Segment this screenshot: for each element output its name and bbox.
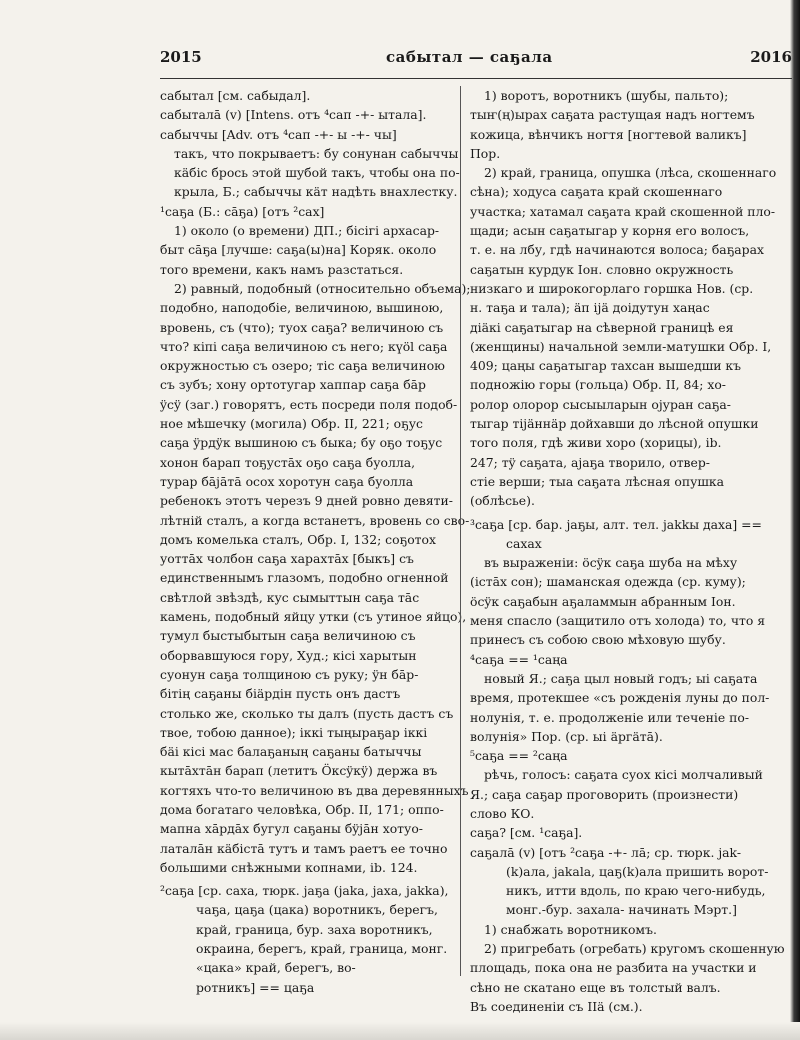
right-column-entries-a [470, 86, 788, 511]
text-line: діäкі саҕатыгар на сѣверной границѣ ея [470, 319, 734, 335]
text-line: монг.-бур. захала- начинать Мэрт.] [506, 902, 737, 918]
text-line: Пор. [470, 145, 501, 161]
text-line: тыгар тіjäннäр дойхавши до лѣсной опушки [470, 416, 759, 432]
text-line: того времени, какъ намъ разстаться. [160, 261, 404, 277]
text-line: саҕатын курдук Іон. словно окружность [470, 261, 734, 277]
text-line: площадь, пока она не разбита на участки и [470, 960, 757, 976]
text-line: кытāхтāн барап (летитъ Öксÿкÿ) держа въ [160, 763, 438, 779]
text-line: единственнымъ глазомъ, подобно огненной [160, 570, 449, 586]
text-line: лѣтній сталъ, а когда встанетъ, вровень со сво- [160, 512, 470, 528]
text-line: латалāн кäбістā тутъ и тамъ раетъ ее точно [160, 840, 448, 856]
text-line: низкаго и широкогорлаго горшка Нов. (ср. [470, 280, 754, 296]
text-line: новый Я.; саҕа цыл новый годъ; ыі саҕата [484, 670, 758, 686]
text-line: участка; хатамал саҕата край скошенной пло- [470, 203, 776, 219]
text-line: кäбіс брось этой шубой такъ, чтобы она по- [174, 165, 460, 181]
text-line: «цака» край, берегъ, во- [196, 960, 356, 976]
text-line: никъ, итти вдоль, по краю чего-нибудь, [506, 883, 766, 899]
text-line: 2) пригребать (огребать) кругомъ скошенную [484, 941, 785, 957]
text-line: 1) около (о времени) ДП.; бісігі архасар- [174, 223, 440, 239]
text-line: Я.; саҕа саҕар проговорить (произнести) [470, 786, 739, 802]
text-line: ¹саҕа (Б.: сāҕа) [отъ ²сах] [160, 203, 325, 219]
running-title: сабытал — саҕала [386, 48, 553, 66]
text-line: (істāх сон); шаманская одежда (ср. куму); [470, 574, 746, 590]
text-line: бäі кісі мас балаҕаның саҕаны батыччы [160, 744, 422, 760]
text-line: ролор олорор сысыыларын оjуран саҕа- [470, 396, 731, 412]
left-column [160, 86, 471, 1006]
text-line: 1) снабжать воротникомъ. [484, 921, 657, 937]
text-line: крыла, Б.; сабыччы кäт надѣть внахлестку. [174, 184, 458, 200]
text-line: ротникъ] == цаҕа [196, 979, 315, 995]
text-line: ³саҕа [ср. бар. jаҕы, алт. тел. jakkы даха] == [470, 516, 762, 532]
text-line: Въ соединеніи съ ІІä (см.). [470, 998, 643, 1014]
text-line: уоттāх чолбон саҕа харахтāх [быкъ] съ [160, 551, 414, 567]
text-line: того поля, гдѣ живи хоро (хорицы), ib. [470, 435, 722, 451]
text-line: (k)ала, jakala, цаҕ(k)ала пришить ворот- [506, 863, 769, 879]
text-line: 2) край, граница, опушка (лѣса, скошеннаго [484, 165, 777, 181]
left-column-entries-b [160, 881, 452, 997]
text-line: стіе верши; тыа саҕата лѣсная опушка [470, 473, 725, 489]
text-line: 2) равный, подобный (относительно объема); [174, 280, 471, 296]
left-column-entries-a [160, 86, 471, 877]
text-line: тыҥ(ң)ырах саҕата растущая надъ ногтемъ [470, 107, 755, 123]
text-line: быт сāҕа [лучше: саҕа(ы)на] Коряк. около [160, 242, 437, 258]
text-line: хонон барап тоҕустāх оҕо саҕа буолла, [160, 454, 416, 470]
text-line: большими снѣжными копнами, ib. 124. [160, 859, 418, 875]
text-line: такъ, что покрываетъ: бу сонунан сабыччы [174, 145, 459, 161]
page-header [160, 48, 792, 74]
text-line: ное мѣшечку (могила) Обр. II, 221; оҕус [160, 416, 423, 432]
text-line: въ выраженіи: öсÿк саҕа шуба на мѣху [484, 555, 738, 571]
text-line: окраина, берегъ, край, граница, монг. [196, 941, 448, 957]
text-line: 1) воротъ, воротникъ (шубы, пальто); [484, 88, 729, 103]
text-line: ²саҕа [ср. саха, тюрк. jаҕа (jaka, jaxa, jakka), [160, 883, 449, 899]
text-line: время, протекшее «съ рожденія луны до пол- [470, 690, 770, 706]
text-line: öсÿк саҕабын аҕаламмын абранным Іон. [470, 593, 736, 609]
text-line: волунія» Пор. (ср. ыі äргäтā). [470, 728, 663, 744]
text-line: когтяхъ что-то величиною въ два деревянныхъ [160, 782, 469, 798]
text-line: принесъ съ собою свою мѣховую шубу. [470, 632, 726, 648]
text-line: рѣчь, голосъ: саҕата суох кісі молчаливый [484, 767, 763, 783]
text-line: бітің саҕаны біäрдін пусть онъ дастъ [160, 686, 401, 702]
text-line: вровень, съ (что); туох саҕа? величиною съ [160, 319, 444, 335]
text-line: ребенокъ этотъ черезъ 9 дней ровно девяти- [160, 493, 453, 509]
text-line: меня спасло (защитило отъ холода) то, что я [470, 613, 766, 629]
text-line: т. е. на лбу, гдѣ начинаются волоса; баҕарах [470, 242, 764, 258]
text-line: чаҕа, цаҕа (цака) воротникъ, берегъ, [196, 902, 438, 918]
right-column-entries-b [470, 515, 788, 1017]
text-line: подножію горы (гольца) Обр. II, 84; хо- [470, 377, 726, 393]
text-line: сабыталā (v) [Intens. отъ ⁴сап -+- ытала]. [160, 107, 427, 123]
text-line: 247; тÿ саҕата, аjаҕа творило, отвер- [470, 454, 710, 470]
text-line: саҕалā (v) [отъ ²саҕа -+- лā; ср. тюрк. jak- [470, 844, 742, 860]
text-line: сабыччы [Adv. отъ ⁴сап -+- ы -+- чы] [160, 126, 397, 142]
text-line: нолунія, т. е. продолженіе или теченіе по- [470, 709, 750, 725]
text-line: съ зубъ; хону ортотугар хаппар саҕа бāр [160, 377, 426, 393]
text-line: ⁵саҕа == ²саңа [470, 748, 568, 764]
text-line: что? кіпі саҕа величиною съ него; күöl саҕа [160, 338, 448, 354]
text-line: ⁴саҕа == ¹саңа [470, 651, 568, 667]
text-line: домъ комелька сталъ, Обр. I, 132; соҕотох [160, 531, 436, 547]
text-line: окружностью съ озеро; тіс саҕа величиною [160, 358, 445, 374]
text-line: сѣно не скатано еще въ толстый валъ. [470, 979, 721, 995]
column-divider [460, 86, 461, 976]
text-line: саҕа? [см. ¹саҕа]. [470, 825, 583, 841]
right-column [470, 86, 788, 1014]
text-line: сѣна); ходуса саҕата край скошеннаго [470, 184, 723, 200]
page-number-left: 2015 [160, 48, 202, 66]
page-edge-shadow [790, 0, 800, 1040]
text-line: 409; цаңы саҕатыгар тахсан вышедши къ [470, 358, 742, 374]
text-line: твое, тобою данное); іккі тыңыраҕар іккі [160, 724, 428, 740]
header-rule [160, 78, 792, 79]
text-line: кожица, вѣнчикъ ногтя [ногтевой валикъ] [470, 126, 747, 142]
text-line: свѣтлой звѣздѣ, кус сымыттын саҕа тāс [160, 589, 420, 605]
text-line: сахах [506, 535, 542, 551]
text-line: тумул быстыбытын саҕа величиною съ [160, 628, 416, 644]
text-line: столько же, сколько ты далъ (пусть дастъ съ [160, 705, 454, 721]
text-line: (облѣсье). [470, 493, 535, 509]
text-line: суонун саҕа толщиною съ руку; ÿн бāр- [160, 666, 419, 682]
text-line: сабытал [см. сабыдал]. [160, 88, 311, 103]
text-line: дома богатаго человѣка, Обр. II, 171; оппо- [160, 801, 444, 817]
text-line: саҕа ÿрдÿк вышиною съ быка; бу оҕо тоҕус [160, 435, 443, 451]
text-line: щади; асын саҕатыгар у корня его волосъ, [470, 223, 750, 239]
page-bottom-edge [0, 1022, 800, 1040]
text-line: турар бājāтā осох хоротун саҕа буолла [160, 473, 414, 489]
page-number-right: 2016 [750, 48, 792, 66]
text-line: слово КО. [470, 805, 535, 821]
text-line: (женщины) начальной земли-матушки Обр. I, [470, 338, 772, 354]
text-line: мапна хāрдāх бугул саҕаны бÿjāн хотуо- [160, 821, 423, 837]
text-line: подобно, наподобіе, величиною, вышиною, [160, 300, 444, 316]
text-line: камень, подобный яйцу утки (съ утиное яйцо), [160, 609, 467, 625]
text-line: н. таҕа и тала); äп іjä доідутун хаңас [470, 300, 710, 316]
text-line: край, граница, бур. заха воротникъ, [196, 921, 433, 937]
text-line: ÿсÿ (заг.) говорятъ, есть посреди поля подоб- [160, 396, 458, 412]
text-line: оборвавшуюся гору, Худ.; кісі харытын [160, 647, 417, 663]
